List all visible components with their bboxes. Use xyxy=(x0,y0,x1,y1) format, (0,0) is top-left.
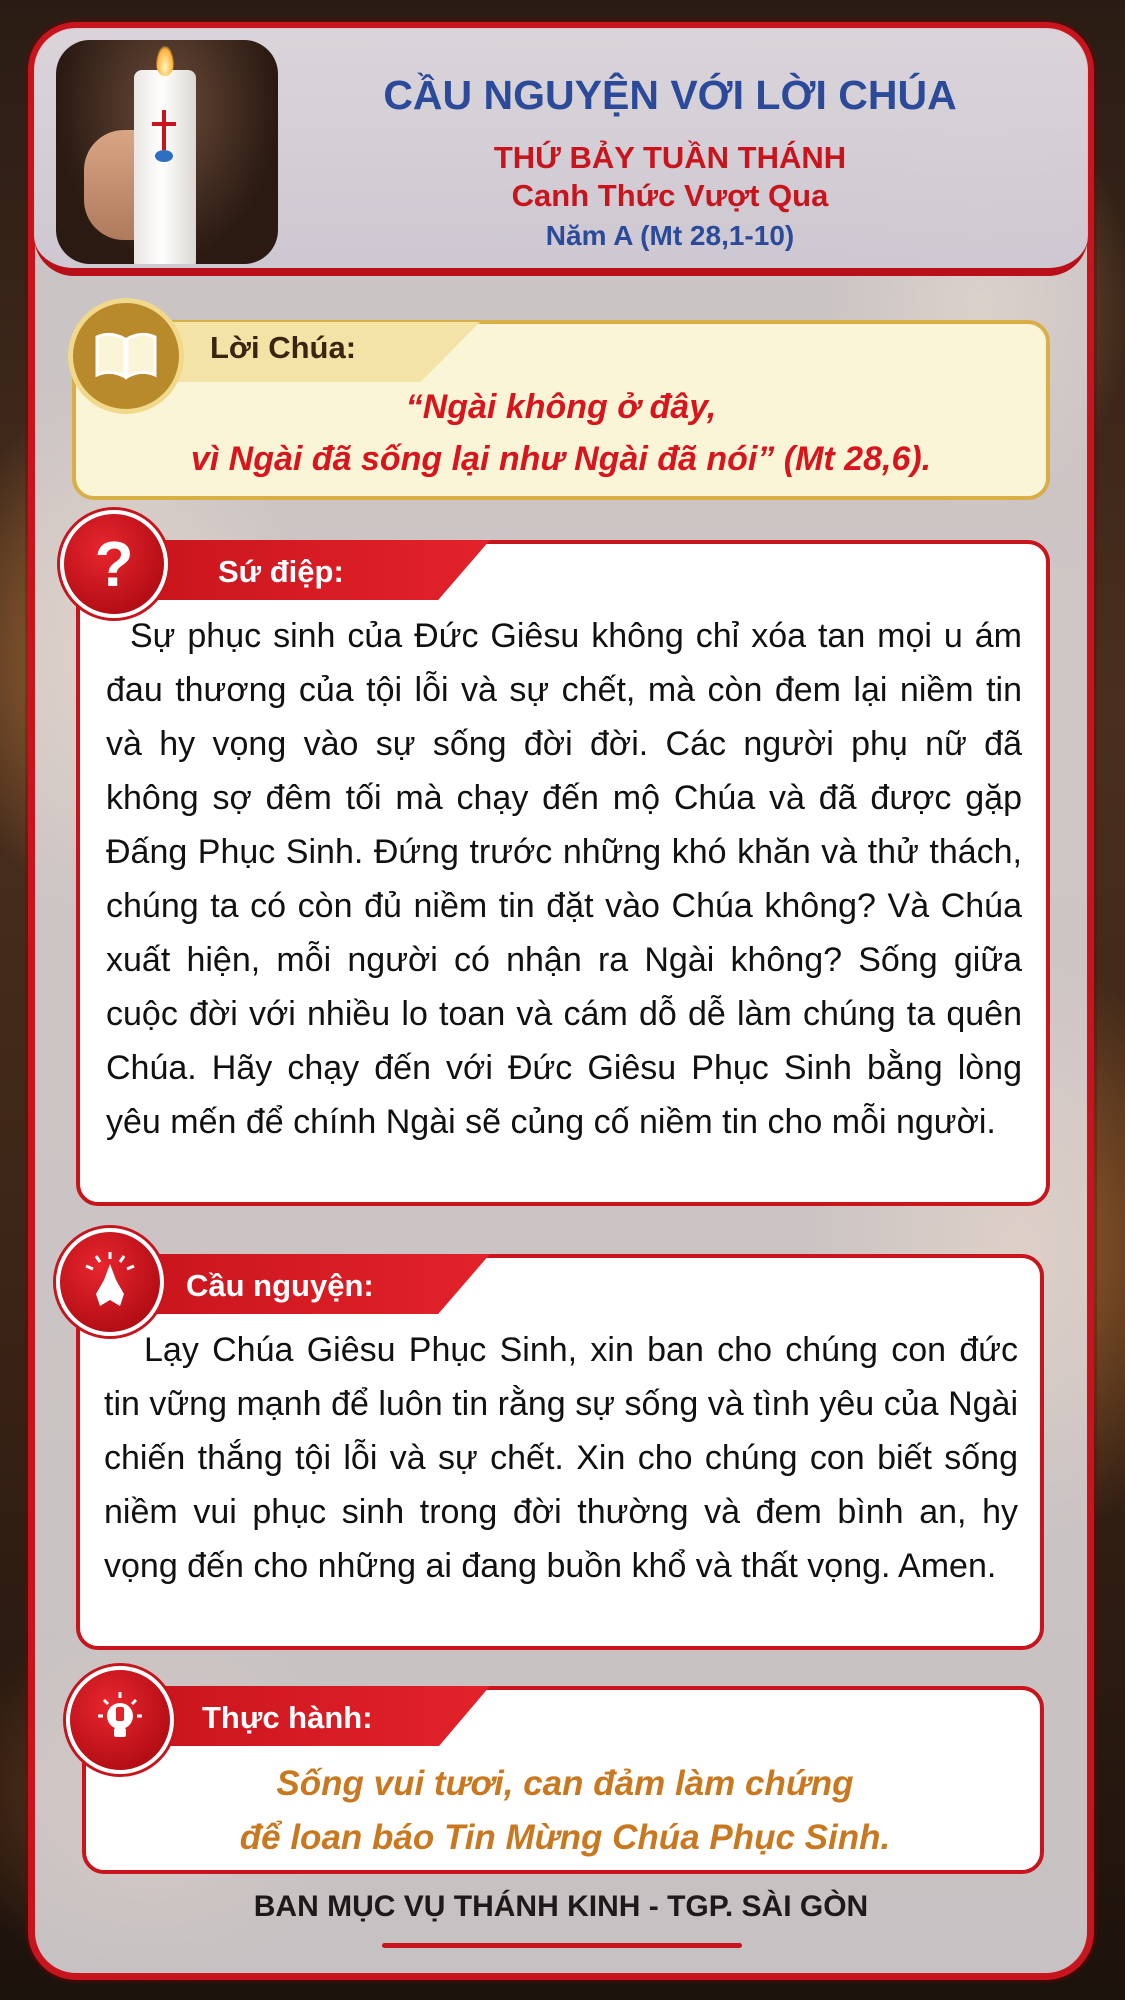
word-of-god-label: Lời Chúa: xyxy=(210,330,357,365)
flame-icon xyxy=(156,46,174,76)
message-text: Sự phục sinh của Đức Giêsu không chỉ xóa tan mọi u ám đau thương của tội lỗi và sự chết, mà còn đem lại niềm tin và hy vọng vào sự sống đời đời. Các người phụ nữ đã không sợ đêm tối mà chạy đến mộ Chúa và đã được gặp Đấng Phục Sinh. Đứng trước những khó khăn và thử thách, chúng ta có còn đủ niềm tin đặt vào Chúa không? Và Chúa xuất hiện, mỗi người có nhận ra Ngài không? Sống giữa cuộc đời với nhiều lo toan và cám dỗ dễ làm chúng ta quên Chúa. Hãy chạy đến với Đức Giêsu Phục Sinh bằng lòng yêu mến để chính Ngài sẽ củng cố niềm tin cho mỗi người. xyxy=(106,617,1022,1141)
practice-label: Thực hành: xyxy=(202,1700,373,1735)
praying-hands-icon xyxy=(56,1228,164,1336)
easter-candle-photo xyxy=(56,40,278,264)
page-title: CẦU NGUYỆN VỚI LỜI CHÚA xyxy=(383,72,957,118)
candle-shape xyxy=(134,70,196,264)
scripture-quote-line1: “Ngài không ở đây, xyxy=(405,388,717,426)
prayer-text: Lạy Chúa Giêsu Phục Sinh, xin ban cho chúng con đức tin vững mạnh để luôn tin rằng sự sống và tình yêu của Ngài chiến thắng tội lỗi và sự chết. Xin cho chúng con biết sống niềm vui phục sinh trong đời thường và đem bình an, hy vọng đến cho những ai đang buồn khổ và thất vọng. Amen. xyxy=(104,1331,1018,1585)
footer-underline xyxy=(382,1943,742,1948)
dove-icon xyxy=(155,150,173,162)
question-mark-icon: ? xyxy=(60,510,168,618)
prayer-label: Cầu nguyện: xyxy=(186,1268,374,1303)
practice-line2: để loan báo Tin Mừng Chúa Phục Sinh. xyxy=(239,1818,891,1857)
liturgical-day: THỨ BẢY TUẦN THÁNH xyxy=(493,140,847,175)
footer-credit: BAN MỤC VỤ THÁNH KINH - TGP. SÀI GÒN xyxy=(253,1890,869,1923)
year-reading: Năm A (Mt 28,1-10) xyxy=(545,220,795,251)
cross-icon-bar xyxy=(152,122,176,126)
message-label: Sứ điệp: xyxy=(218,554,344,589)
lightbulb-icon xyxy=(66,1666,174,1774)
practice-line1: Sống vui tươi, can đảm làm chứng xyxy=(276,1764,854,1803)
celebration-name: Canh Thức Vượt Qua xyxy=(511,178,829,213)
cross-icon xyxy=(162,110,166,150)
scripture-quote-line2: vì Ngài đã sống lại như Ngài đã nói” (Mt 28,6). xyxy=(190,440,932,478)
